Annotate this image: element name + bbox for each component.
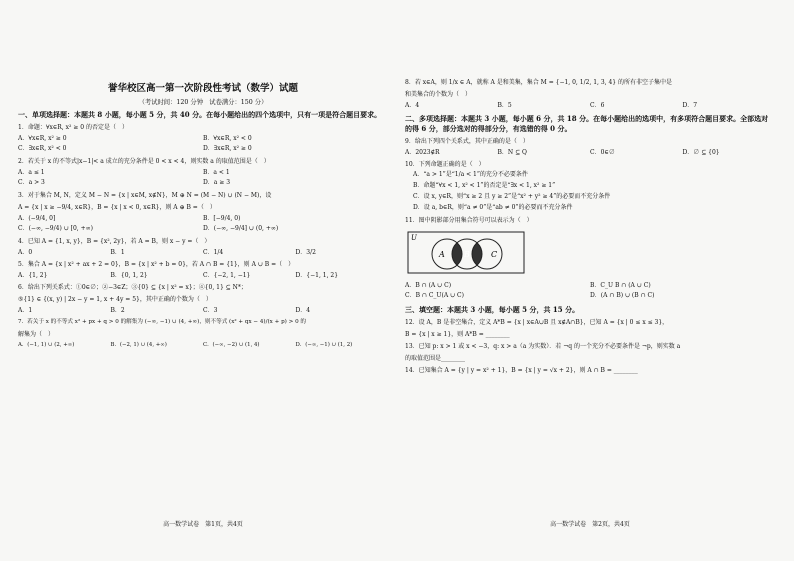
- option: A．(−9/4, 0]: [18, 215, 56, 222]
- left-page: [18, 58, 388, 528]
- option: B．命题“∀x < 1, x² < 1”的否定是“∃x < 1, x² ≥ 1”: [413, 182, 556, 189]
- option: A．∀x∈R, x² ≥ 0: [18, 135, 67, 142]
- question-4-options: [18, 248, 388, 257]
- option: B．2: [110, 307, 125, 314]
- question-6-line-2: ⑤{1} ∈ {(x, y) | 2x − y = 1, x + 4y = 5}，其中正确的个数为（ ）: [18, 296, 212, 303]
- question-5-options: [18, 271, 388, 280]
- option: D．设 a, b∈R，则“a ≠ 0”是“ab ≠ 0”的必要而不充分条件: [413, 204, 573, 211]
- question-13-line-2: 的取值范围是________: [405, 355, 466, 362]
- option: A．a ≤ 1: [18, 169, 45, 176]
- question-14: 14．已知集合 A = {y | y = x² + 1}，B = {x | y = √x + 2}，则 A ∩ B = ________: [405, 367, 638, 374]
- option: C．{−2, 1, −1}: [203, 272, 251, 279]
- option: C．(−∞, −9/4) ∪ [0, +∞): [18, 225, 93, 232]
- question-11-options: [405, 281, 775, 301]
- option: B．1: [110, 249, 125, 256]
- question-13-line-1: 13．已知 p: x > 1 或 x < −3，q: x > a（a 为实数）．若 ¬q 的一个充分不必要条件是 ¬p，则实数 a: [405, 343, 681, 350]
- option: C．0∈∅: [590, 149, 615, 156]
- option: A．{1, 2}: [18, 272, 48, 279]
- question-9: 9．给出下列四个关系式，其中正确的是（ ）: [405, 138, 529, 145]
- option: C．1/4: [203, 249, 224, 256]
- question-2: 2．若关于 x 的不等式|x−1|< a 成立的充分条件是 0 < x < 4，则实数 a 的取值范围是（ ）: [18, 158, 270, 165]
- option: A．2023∉R: [405, 149, 440, 156]
- option: D．∃x∈R, x² ≥ 0: [203, 145, 252, 152]
- question-7-options: [18, 341, 388, 350]
- option: D．∅ ⊆ {0}: [682, 149, 720, 156]
- question-7-line-2: 解集为（ ）: [18, 331, 55, 338]
- question-3-options: [18, 214, 388, 234]
- option: C．∃x∈R, x² < 0: [18, 145, 67, 152]
- venn-label-u: U: [411, 234, 417, 242]
- exam-title: 誉华校区高一第一次阶段性考试（数学）试题: [107, 83, 298, 94]
- question-1-options: [18, 134, 388, 154]
- section-1-header: 一、单项选择题：本题共 8 小题，每小题 5 分，共 40 分。在每小题给出的四个选项中，只有一项是符合题目要求。: [18, 110, 382, 119]
- venn-label-b: B: [464, 250, 470, 259]
- option: A．1: [18, 307, 33, 314]
- venn-diagram: [407, 229, 527, 275]
- option: D．(−∞, −1) ∪ (1, 2): [295, 342, 353, 348]
- option: B．(−2, 1) ∪ (4, +∞): [110, 342, 167, 348]
- option: B．[−9/4, 0): [203, 215, 241, 222]
- question-6-line-1: 6．给出下列关系式：①0∈∅；②−3∈Z；③{0} ⊆ {x | x² = x}；④{0, 1} ⊆ N*；: [18, 284, 247, 291]
- option: C．3: [203, 307, 218, 314]
- option: B．a < 1: [203, 169, 230, 176]
- option: D．(−∞, −9/4] ∪ (0, +∞): [203, 225, 279, 232]
- question-8-line-2: 和美集合的个数为（ ）: [405, 91, 472, 98]
- question-1: 1．命题：∀x∈R, x² ≥ 0 的否定是（ ）: [18, 124, 128, 131]
- question-10: 10．下列命题正确的是（ ）: [405, 161, 485, 168]
- section-2-header: 二、多项选择题：本题共 3 小题，每小题 6 分，共 18 分。在每小题给出的选项中，有多项符合题目要求。全部选对的得 6 分，部分选对的得部分分，有选错的得 0 分。: [405, 114, 769, 133]
- option: D．{−1, 1, 2}: [295, 272, 339, 279]
- question-12-line-2: B = {x | x ≥ 1}，则 A*B = ________: [405, 331, 510, 338]
- option: D．(A ∩ B) ∪ (B ∩ C): [590, 292, 655, 299]
- question-3-line-1: 3．对于集合 M, N，定义 M − N = {x | x∈M, x∉N}，M ⊕ N = (M − N) ∪ (N − M)，设: [18, 192, 272, 199]
- option: B．∀x∈R, x² < 0: [203, 135, 252, 142]
- left-page-footer: 高一数学试卷 第1页，共4页: [163, 521, 243, 528]
- question-9-options: [405, 148, 775, 157]
- option: C．B ∩ C_U(A ∪ C): [405, 292, 464, 299]
- question-6-options: [18, 306, 388, 315]
- option: D．a ≥ 3: [203, 179, 231, 186]
- option: B．5: [497, 102, 512, 109]
- option: B．N ⊆ Q: [497, 149, 527, 156]
- question-8-line-1: 8．若 x∈A，则 1/x ∈ A，就称 A 是和美集，集合 M = {−1, 0, 1/2, 1, 3, 4} 的所有非空子集中是: [405, 79, 673, 86]
- option: A．4: [405, 102, 420, 109]
- exam-info: （考试时间：120 分钟 试卷满分：150 分）: [138, 99, 268, 106]
- question-4: 4．已知 A = {1, x, y}，B = {x², 2y}，若 A = B，则 x − y =（ ）: [18, 238, 211, 245]
- right-page: [405, 58, 775, 528]
- option: D．7: [682, 102, 698, 109]
- option: A．0: [18, 249, 33, 256]
- question-5: 5．集合 A = {x | x² + ax + 2 = 0}，B = {x | x² + b = 0}，若 A ∩ B = {1}，则 A ∪ B =（ ）: [18, 261, 295, 268]
- option: C．设 x, y∈R，则“x ≥ 2 且 y ≥ 2”是“x² + y² ≥ 4”的必要而不充分条件: [413, 193, 611, 200]
- option: A．B ∩ (A ∪ C): [405, 282, 452, 289]
- right-page-footer: 高一数学试卷 第2页，共4页: [550, 521, 630, 528]
- venn-label-c: C: [491, 250, 498, 259]
- question-11: 11．图中阴影部分用集合符号可以表示为（ ）: [405, 217, 533, 224]
- option: B．C_U B ∩ (A ∪ C): [590, 282, 651, 289]
- option: C．(−∞, −2) ∪ (1, 4): [203, 342, 260, 348]
- question-2-options: [18, 168, 388, 188]
- option: D．4: [295, 307, 311, 314]
- section-3-header: 三、填空题：本题共 3 小题，每小题 5 分，共 15 分。: [405, 305, 580, 314]
- option: C．6: [590, 102, 605, 109]
- option: B．{0, 1, 2}: [110, 272, 148, 279]
- question-7-line-1: 7．若关于 x 的不等式 x² + px + q > 0 的解集为 (−∞, −1) ∪ (4, +∞)，则不等式 (x² + qx − 4)/(x + p) > 0 的: [18, 319, 307, 325]
- option: A．“a > 1”是“1/a < 1”的充分不必要条件: [413, 171, 528, 178]
- question-8-options: [405, 101, 775, 110]
- question-12-line-1: 12．设 A，B 是非空集合，定义 A*B = {x | x∈A∪B 且 x∉A∩B}，已知 A = {x | 0 ≤ x ≤ 3}，: [405, 319, 669, 326]
- option: D．3/2: [295, 249, 316, 256]
- option: A．(−1, 1) ∪ (2, +∞): [18, 342, 75, 348]
- option: C．a > 3: [18, 179, 45, 186]
- question-3-line-2: A = {x | x ≥ −9/4, x∈R}，B = {x | x < 0, x∈R}，则 A ⊕ B =（ ）: [18, 204, 216, 211]
- venn-label-a: A: [439, 250, 445, 259]
